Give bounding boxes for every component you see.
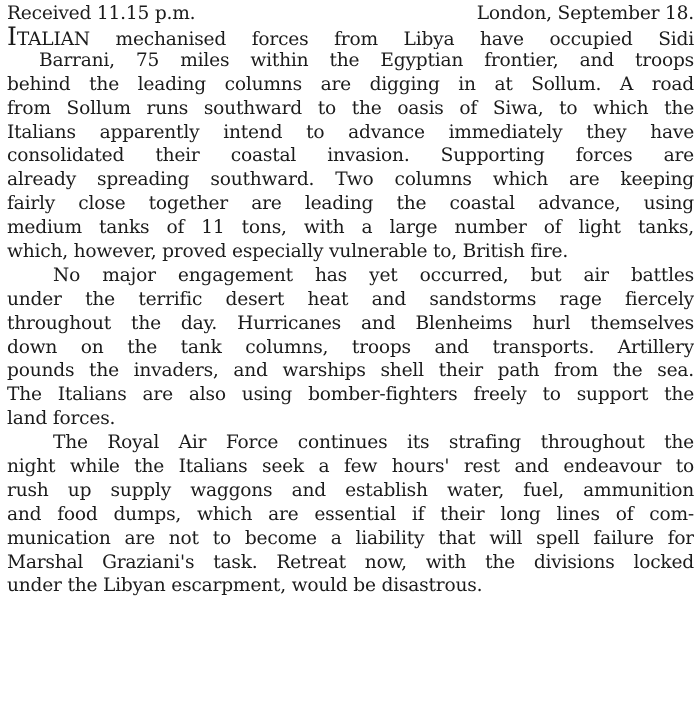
paragraph-line: throughout the day. Hurricanes and Blenheims hurl themselves (7, 312, 694, 334)
received-time: Received 11.15 p.m. (7, 3, 196, 24)
paragraph-line: already spreading southward. Two columns which are keeping (7, 169, 694, 191)
paragraph-line: Barrani, 75 miles within the Egyptian frontier, and troops (39, 49, 694, 71)
paragraph-line: No major engagement has yet occurred, but air battles (53, 264, 694, 286)
paragraph-line: which, however, proved especially vulnerable to, British fire. (7, 241, 569, 263)
paragraph-3 (7, 431, 694, 598)
paragraph-line: The Royal Air Force continues its strafing throughout the (53, 432, 694, 454)
paragraph-line: pounds the invaders, and warships shell their path from the sea. (7, 360, 694, 382)
paragraph-line: under the Libyan escarpment, would be disastrous. (7, 575, 483, 597)
paragraph-line: fairly close together are leading the coastal advance, using (7, 193, 694, 215)
paragraph-line: munication are not to become a liability that will spell failure for (7, 527, 694, 549)
paragraph-2 (7, 264, 694, 431)
paragraph-line: and food dumps, which are essential if their long lines of com- (7, 503, 694, 525)
dateline (7, 0, 694, 25)
paragraph-line: under the terrific desert heat and sandstorms rage fiercely (7, 288, 694, 310)
paragraph-line: down on the tank columns, troops and transports. Artillery (7, 336, 694, 358)
paragraph-line: medium tanks of 11 tons, with a large number of light tanks, (7, 217, 694, 239)
paragraph-line: Italians apparently intend to advance immediately they have (7, 121, 694, 143)
paragraph-line: ITALIAN mechanised forces from Libya have occupied Sidi (7, 25, 694, 49)
paragraph-line: Marshal Graziani's task. Retreat now, with the divisions locked (7, 551, 694, 573)
place-date: London, September 18. (476, 3, 694, 24)
paragraph-line: rush up supply waggons and establish water, fuel, ammunition (7, 479, 694, 501)
paragraph-line: consolidated their coastal invasion. Supporting forces are (7, 145, 694, 167)
paragraph-line: The Italians are also using bomber-fighters freely to support the (7, 384, 694, 406)
paragraph-line: from Sollum runs southward to the oasis of Siwa, to which the (7, 97, 694, 119)
paragraph-1 (7, 25, 694, 264)
paragraph-line: behind the leading columns are digging in at Sollum. A road (7, 73, 694, 95)
paragraph-line: night while the Italians seek a few hours' rest and endeavour to (7, 456, 694, 478)
drop-cap: I (7, 25, 17, 49)
paragraph-line: land forces. (7, 408, 116, 430)
